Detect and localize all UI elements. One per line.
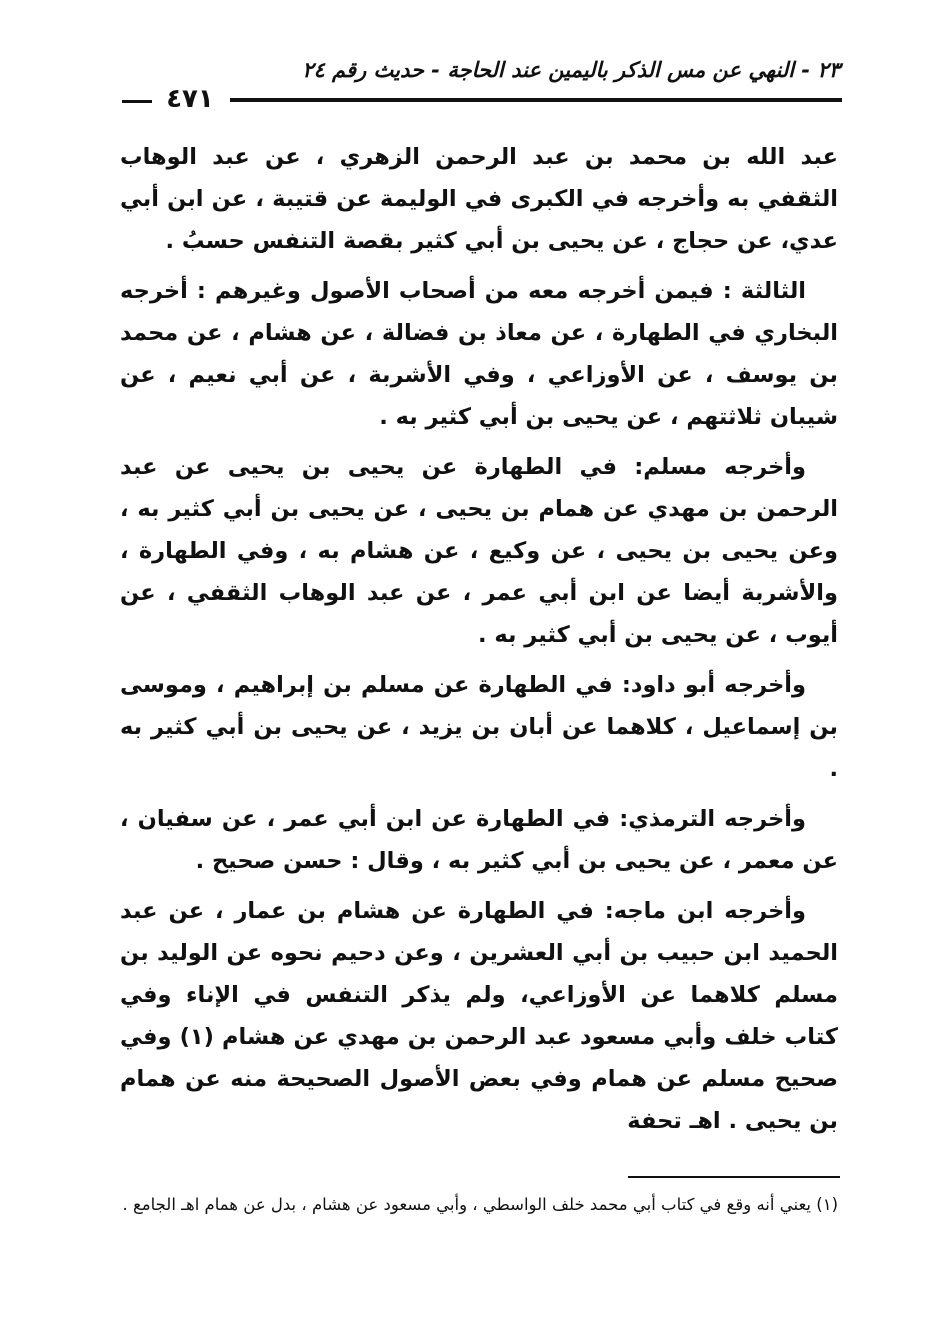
header-rule: [230, 98, 842, 102]
footnote-rule: [628, 1176, 840, 1178]
paragraph: وأخرجه مسلم: في الطهارة عن يحيى بن يحيى عن عبد الرحمن بن مهدي عن همام بن يحيى ، عن يحيى بن أبي كثير به ، وعن يحيى بن يحيى ، عن وكيع ، عن هشام به ، وفي الطهارة ، والأشربة أيضا عن ابن أبي عمر ، عن عبد الوهاب الثقفي ، عن أيوب ، عن يحيى بن أبي كثير به .: [120, 454, 838, 648]
body-text: [120, 136, 838, 1150]
page-number: ٤٧١: [166, 84, 214, 114]
paragraph: وأخرجه الترمذي: في الطهارة عن ابن أبي عمر ، عن سفيان ، عن معمر ، عن يحيى بن أبي كثير به ، وقال : حسن صحيح .: [120, 806, 838, 874]
footnote: [120, 1190, 838, 1220]
paragraph: وأخرجه أبو داود: في الطهارة عن مسلم بن إبراهيم ، وموسى بن إسماعيل ، كلاهما عن أبان بن يزيد ، عن يحيى بن أبي كثير به .: [120, 672, 838, 782]
running-header: ٢٣ - النهي عن مس الذكر باليمين عند الحاجة - حديث رقم ٢٤: [302, 58, 840, 82]
paragraph: عبد الله بن محمد بن عبد الرحمن الزهري ، عن عبد الوهاب الثقفي به وأخرجه في الكبرى في الوليمة عن قتيبة ، عن ابن أبي عدي، عن حجاج ، عن يحيى بن أبي كثير بقصة التنفس حسبُ .: [120, 144, 838, 254]
paragraph: الثالثة : فيمن أخرجه معه من أصحاب الأصول وغيرهم : أخرجه البخاري في الطهارة ، عن معاذ بن فضالة ، عن هشام ، عن محمد بن يوسف ، عن الأوزاعي ، وفي الأشربة ، عن أبي نعيم ، عن شيبان ثلاثتهم ، عن يحيى بن أبي كثير به .: [120, 278, 838, 430]
paragraph: وأخرجه ابن ماجه: في الطهارة عن هشام بن عمار ، عن عبد الحميد ابن حبيب بن أبي العشرين ، وعن دحيم نحوه عن الوليد بن مسلم كلاهما عن الأوزاعي، ولم يذكر التنفس في الإناء وفي كتاب خلف وأبي مسعود عبد الرحمن بن مهدي عن هشام (١) وفي صحيح مسلم عن همام وفي بعض الأصول الصحيحة منه عن همام بن يحيى . اهـ تحفة: [120, 898, 838, 1134]
footnote-text: (١) يعني أنه وقع في كتاب أبي محمد خلف الواسطي ، وأبي مسعود عن هشام ، بدل عن همام اهـ الجامع .: [122, 1195, 838, 1214]
header-rule-left: [122, 100, 152, 103]
